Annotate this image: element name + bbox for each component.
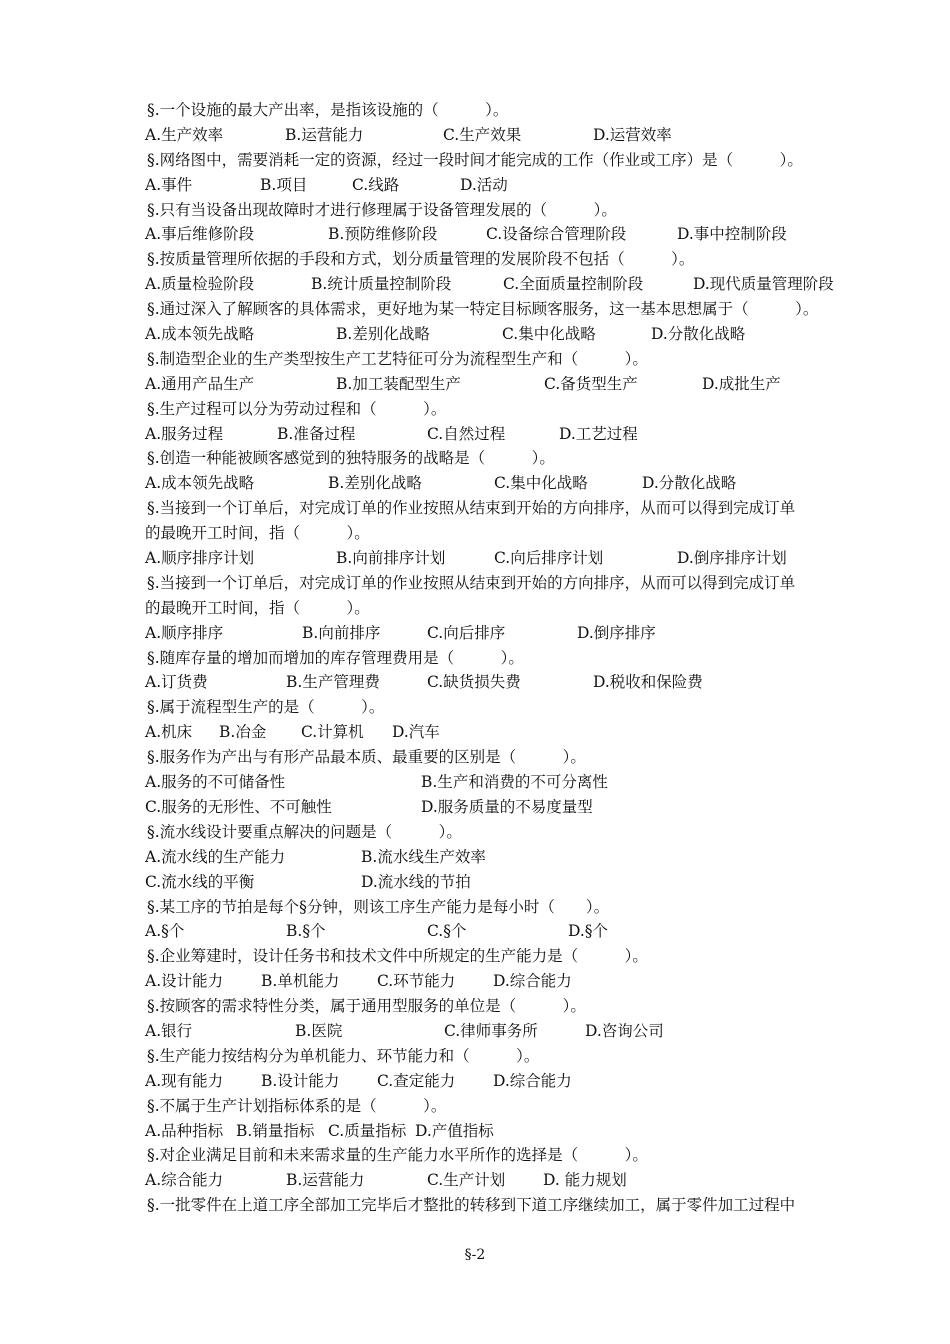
question-text: §.只有当设备出现故障时才进行修理属于设备管理发展的（ ）。 <box>147 200 617 219</box>
option: B.差别化战略 <box>328 474 422 493</box>
question-text: §.生产能力按结构分为单机能力、环节能力和（ ）。 <box>147 1046 540 1065</box>
option: A.设计能力 <box>145 972 224 991</box>
question-text: §.随库存量的增加而增加的库存管理费用是（ ）。 <box>147 648 524 667</box>
option: B.向前排序计划 <box>336 549 446 568</box>
option: C.生产效果 <box>443 125 522 144</box>
option: B.流水线生产效率 <box>361 847 486 866</box>
option: A.成本领先战略 <box>145 474 255 493</box>
option-row <box>145 1168 865 1193</box>
option: C.计算机 <box>301 723 364 742</box>
option: D.分散化战略 <box>642 474 737 493</box>
option: B.项目 <box>260 175 308 194</box>
option-row <box>145 969 865 994</box>
option: C.环节能力 <box>377 972 456 991</box>
option: C.向后排序计划 <box>494 549 604 568</box>
question-text: §.按质量管理所依据的手段和方式，划分质量管理的发展阶段不包括（ ）。 <box>147 250 695 269</box>
option: A.质量检验阶段 <box>145 275 255 294</box>
option: A.品种指标 <box>145 1121 224 1140</box>
option: B.设计能力 <box>261 1071 340 1090</box>
question-text: §.对企业满足目前和未来需求量的生产能力水平所作的选择是（ ）。 <box>147 1146 648 1165</box>
option: B.加工装配型生产 <box>336 374 461 393</box>
option: B.运营能力 <box>285 125 364 144</box>
option: B.§个 <box>286 922 326 941</box>
option-row <box>145 471 865 496</box>
option: D.服务质量的不易度量型 <box>421 797 593 816</box>
option: C.集中化战略 <box>494 474 588 493</box>
option: B.预防维修阶段 <box>328 225 438 244</box>
option-row <box>145 422 865 447</box>
question-text: §.通过深入了解顾客的具体需求，更好地为某一特定目标顾客服务，这一基本思想属于（ ）。 <box>147 300 819 319</box>
option: C.全面质量控制阶段 <box>503 275 644 294</box>
option-row <box>145 1019 865 1044</box>
option-row <box>145 795 865 820</box>
option: A.银行 <box>145 1021 193 1040</box>
option: A.生产效率 <box>145 125 224 144</box>
option-row <box>145 322 865 347</box>
question-text: §.服务作为产出与有形产品最本质、最重要的区别是（ ）。 <box>147 748 586 767</box>
option: B.统计质量控制阶段 <box>311 275 452 294</box>
option-row <box>145 123 865 148</box>
option: D.成批生产 <box>702 374 781 393</box>
option-row <box>145 372 865 397</box>
option: C.律师事务所 <box>444 1021 538 1040</box>
option: B.运营能力 <box>286 1171 365 1190</box>
option: C.流水线的平衡 <box>145 872 255 891</box>
option-row <box>145 1069 865 1094</box>
option-row <box>145 222 865 247</box>
option: A.机床 <box>145 723 193 742</box>
option-row <box>145 670 865 695</box>
option: A.服务的不可储备性 <box>145 773 286 792</box>
option: B.生产和消费的不可分离性 <box>421 773 608 792</box>
option: B.冶金 <box>219 723 267 742</box>
option: A.顺序排序 <box>145 623 224 642</box>
option: C.自然过程 <box>427 424 506 443</box>
option: D.现代质量管理阶段 <box>693 275 834 294</box>
option: C.设备综合管理阶段 <box>486 225 627 244</box>
option: B.单机能力 <box>261 972 340 991</box>
option: D.运营效率 <box>593 125 672 144</box>
option: D.税收和保险费 <box>593 673 703 692</box>
option: A.现有能力 <box>145 1071 224 1090</box>
option: A.成本领先战略 <box>145 325 255 344</box>
option: C.质量指标 <box>328 1121 407 1140</box>
question-text: §.当接到一个订单后，对完成订单的作业按照从结束到开始的方向排序，从而可以得到完成订单 <box>147 573 796 592</box>
question-text-cont: 的最晚开工时间，指（ ）。 <box>145 524 370 543</box>
question-text: §.创造一种能被顾客感觉到的独特服务的战略是（ ）。 <box>147 449 555 468</box>
option: C.线路 <box>352 175 400 194</box>
option: C.查定能力 <box>377 1071 456 1090</box>
option: D. 能力规划 <box>543 1171 627 1190</box>
option: D.汽车 <box>392 723 440 742</box>
option-row <box>145 720 865 745</box>
option: C.向后排序 <box>427 623 506 642</box>
option-row <box>145 870 865 895</box>
option: A.顺序排序计划 <box>145 549 255 568</box>
question-text: §.不属于生产计划指标体系的是（ ）。 <box>147 1096 447 1115</box>
option: C.备货型生产 <box>544 374 638 393</box>
option: C.服务的无形性、不可触性 <box>145 797 332 816</box>
option: A.服务过程 <box>145 424 224 443</box>
option-row <box>145 546 865 571</box>
option: C.§个 <box>427 922 467 941</box>
option: C.集中化战略 <box>502 325 596 344</box>
page-number: §-2 <box>464 1247 486 1263</box>
option: A.综合能力 <box>145 1171 224 1190</box>
question-text: §.当接到一个订单后，对完成订单的作业按照从结束到开始的方向排序，从而可以得到完成订单 <box>147 499 796 518</box>
question-text: §.制造型企业的生产类型按生产工艺特征可分为流程型生产和（ ）。 <box>147 349 648 368</box>
option: B.差别化战略 <box>336 325 430 344</box>
option: A.流水线的生产能力 <box>145 847 286 866</box>
option: B.生产管理费 <box>286 673 380 692</box>
option: C.缺货损失费 <box>427 673 521 692</box>
option: C.生产计划 <box>427 1171 506 1190</box>
question-list <box>145 98 865 1218</box>
option-row <box>145 1119 865 1144</box>
option-row <box>145 272 865 297</box>
option-row <box>145 845 865 870</box>
question-text: §.属于流程型生产的是（ ）。 <box>147 698 385 717</box>
option: D.分散化战略 <box>651 325 746 344</box>
option: D.事中控制阶段 <box>677 225 787 244</box>
question-text: §.一批零件在上道工序全部加工完毕后才整批的转移到下道工序继续加工，属于零件加工过程中 <box>147 1196 796 1215</box>
option: D.咨询公司 <box>585 1021 664 1040</box>
option: B.向前排序 <box>302 623 381 642</box>
option-row <box>145 173 865 198</box>
option: D.倒序排序 <box>577 623 656 642</box>
option: A.事后维修阶段 <box>145 225 255 244</box>
option: D.活动 <box>460 175 508 194</box>
question-text: §.企业筹建时，设计任务书和技术文件中所规定的生产能力是（ ）。 <box>147 947 648 966</box>
option: B.准备过程 <box>277 424 356 443</box>
option: D.工艺过程 <box>559 424 638 443</box>
option: B.销量指标 <box>236 1121 315 1140</box>
option-row <box>145 919 865 944</box>
option: D.§个 <box>568 922 609 941</box>
option: A.§个 <box>145 922 185 941</box>
question-text: §.按顾客的需求特性分类，属于通用型服务的单位是（ ）。 <box>147 997 586 1016</box>
question-text: §.生产过程可以分为劳动过程和（ ）。 <box>147 399 447 418</box>
question-text: §.某工序的节拍是每个§分钟，则该工序生产能力是每小时（ ）。 <box>147 897 610 916</box>
option: A.事件 <box>145 175 193 194</box>
option: A.通用产品生产 <box>145 374 255 393</box>
option: D.综合能力 <box>493 972 572 991</box>
option: D.倒序排序计划 <box>677 549 787 568</box>
question-text-cont: 的最晚开工时间，指（ ）。 <box>145 598 370 617</box>
question-text: §.流水线设计要重点解决的问题是（ ）。 <box>147 822 462 841</box>
question-text: §.网络图中，需要消耗一定的资源，经过一段时间才能完成的工作（作业或工序）是（ ）。 <box>147 150 803 169</box>
option-row <box>145 621 865 646</box>
option: A.订货费 <box>145 673 208 692</box>
question-text: §.一个设施的最大产出率，是指该设施的（ ）。 <box>147 101 509 119</box>
option-row <box>145 770 865 795</box>
option: D.流水线的节拍 <box>361 872 471 891</box>
option: D.综合能力 <box>493 1071 572 1090</box>
option: D.产值指标 <box>415 1121 494 1140</box>
option: B.医院 <box>295 1021 343 1040</box>
